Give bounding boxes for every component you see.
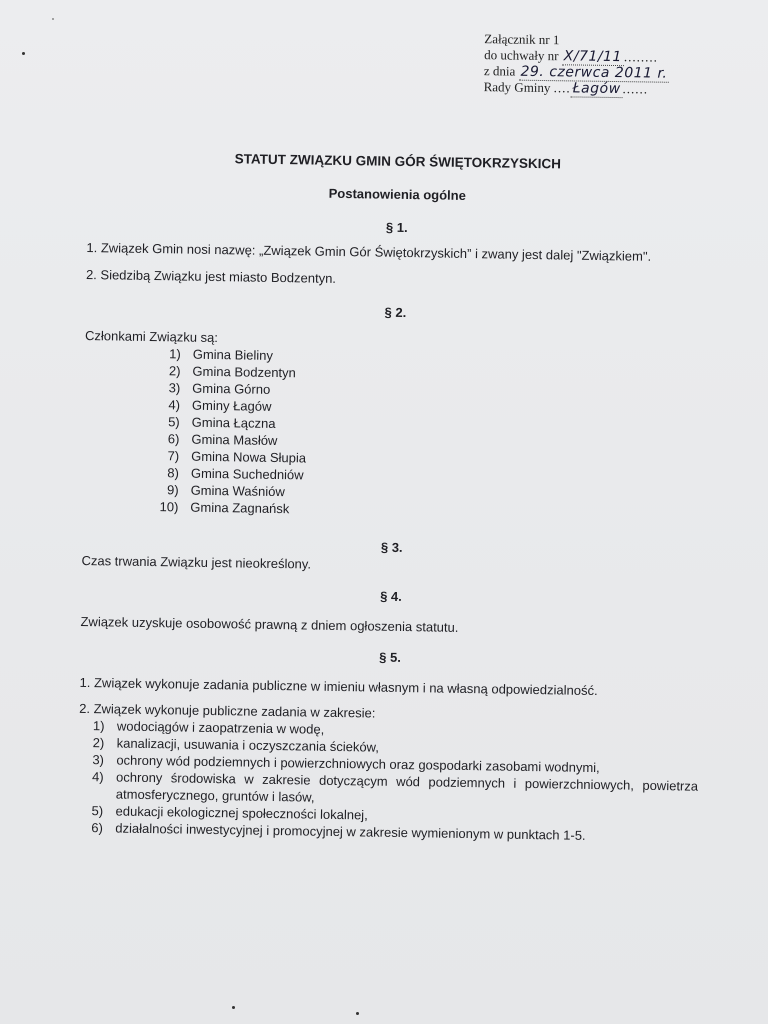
section-subtitle: Postanowienia ogólne (328, 185, 467, 203)
paragraph-heading-3: § 3. (380, 539, 403, 555)
member-item: 1) Gmina Bieliny (169, 346, 274, 363)
s1-point-1: 1. Związek Gmin nosi nazwę: „Związek Gmin Gór Świętokrzyskich” i zwany jest dalej "Związkiem". (86, 239, 652, 264)
member-item: 10) Gmina Zagnańsk (159, 499, 290, 517)
member-item: 5) Gmina Łączna (168, 414, 276, 431)
annex-line-2: do uchwały nr X/71/11 ........ (484, 47, 659, 66)
task-item: 1) wodociągów i zaopatrzenia w wodę, (92, 718, 325, 737)
statute-body (77, 148, 708, 846)
s4-text: Związek uzyskuje osobowość prawną z dniem ogłoszenia statutu. (80, 613, 459, 635)
task-item: 2) kanalizacji, usuwania i oczyszczania ścieków, (92, 735, 380, 755)
member-item: 6) Gmina Masłów (167, 431, 278, 449)
paragraph-heading-2: § 2. (384, 304, 407, 321)
scan-speck (356, 1012, 359, 1015)
task-item: 5) edukacji ekologicznej społeczności lokalnej, (91, 803, 368, 823)
paragraph-heading-4: § 4. (380, 588, 402, 604)
annex-line-1: Załącznik nr 1 (484, 31, 560, 48)
members-intro: Członkami Związku są: (84, 327, 219, 346)
member-item: 9) Gmina Waśniów (166, 482, 285, 500)
scan-speck (22, 52, 25, 55)
document-title: STATUT ZWIĄZKU GMIN GÓR ŚWIĘTOKRZYSKICH (234, 151, 562, 172)
s5-point-2: 2. Związek wykonuje publiczne zadania w zakresie: (79, 700, 376, 721)
handwritten-commune: Łagów (571, 80, 623, 98)
handwritten-resolution-number: X/71/11 (562, 48, 624, 66)
annex-header (484, 31, 745, 99)
member-item: 3) Gmina Górno (168, 380, 271, 397)
s1-point-2: 2. Siedzibą Związku jest miasto Bodzentyn. (85, 266, 337, 286)
paragraph-heading-1: § 1. (385, 219, 408, 236)
member-item: 8) Gmina Suchedniów (167, 465, 304, 483)
annex-line-4: Rady Gminy .... Łagów ...... (483, 79, 649, 98)
scan-speck (52, 18, 54, 20)
tasks-list (91, 717, 699, 846)
s5-point-1: 1. Związek wykonuje zadania publiczne w imieniu własnym i na własną odpowiedzialność. (79, 674, 598, 699)
member-item: 4) Gminy Łagów (168, 397, 272, 414)
s3-text: Czas trwania Związku jest nieokreślony. (81, 552, 312, 572)
member-item: 7) Gmina Nowa Słupia (167, 448, 307, 466)
member-item: 2) Gmina Bodzentyn (168, 363, 296, 381)
task-item: 4) ochrony środowiska w zakresie dotyczącym wód podziemnych i powierzchniowych, powietrza atmosferycznego, gruntów i lasów, (92, 769, 699, 805)
paragraph-heading-5: § 5. (379, 649, 401, 665)
annex-line-3: z dnia 29. czerwca 2011 r. (483, 63, 668, 82)
task-item: 6) działalności inwestycyjnej i promocyjnej w zakresie wymienionym w punktach 1-5. (91, 820, 586, 843)
handwritten-date: 29. czerwca 2011 r. (518, 64, 669, 83)
task-item: 3) ochrony wód podziemnych i powierzchniowych oraz gospodarki zasobami wodnymi, (92, 752, 600, 776)
members-list (140, 345, 705, 524)
scan-speck (232, 1006, 235, 1009)
